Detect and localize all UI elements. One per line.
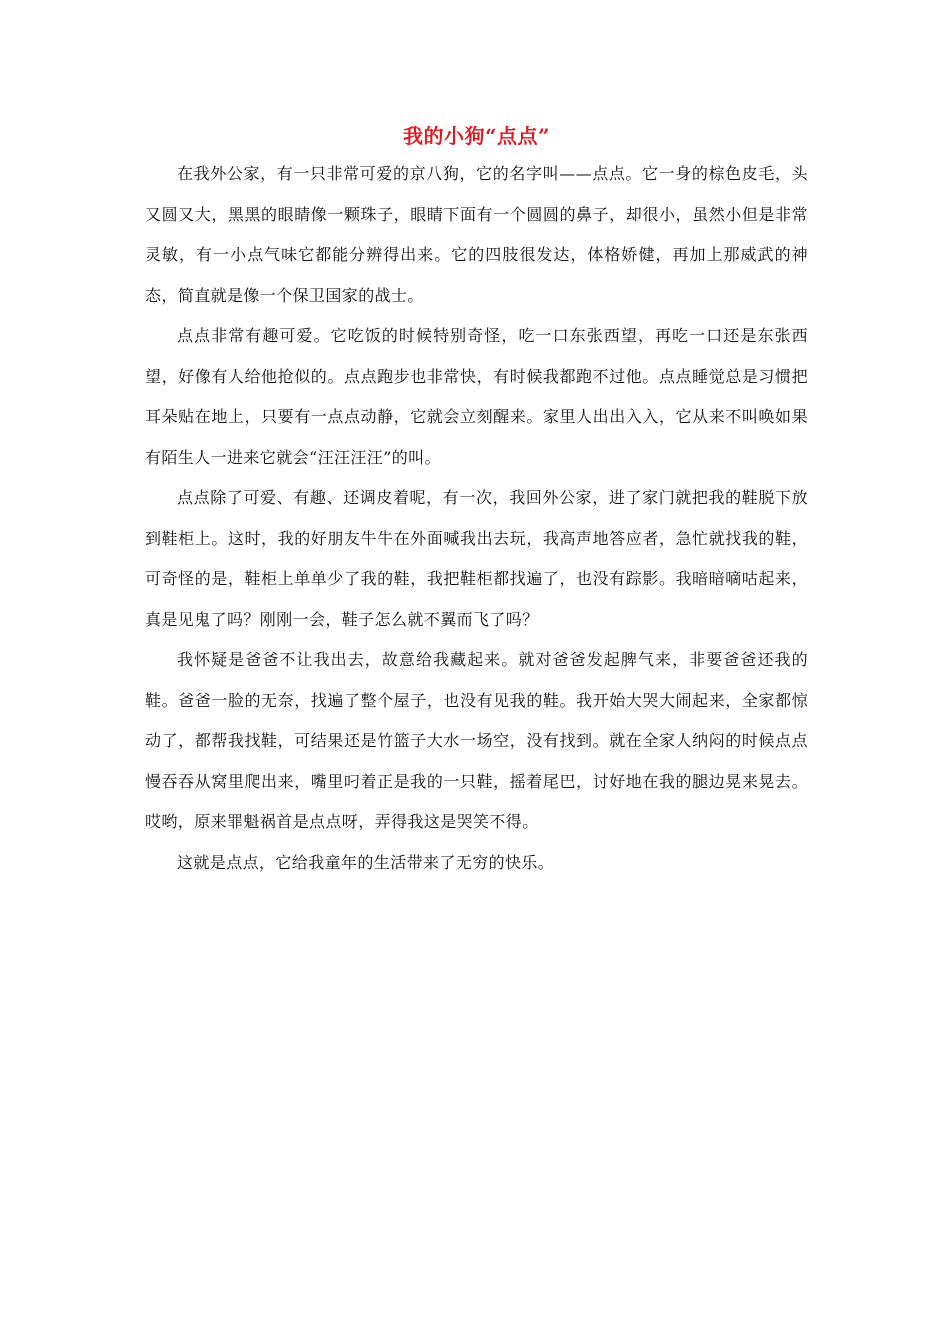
paragraph-4: 我怀疑是爸爸不让我出去，故意给我藏起来。就对爸爸发起脾气来，非要爸爸还我的鞋。爸爸一脸的无奈，找遍了整个屋子，也没有见我的鞋。我开始大哭大闹起来，全家都惊动了，都帮我找鞋，可结果还是竹篮子大水一场空，没有找到。就在全家人纳闷的时候点点慢吞吞从窝里爬出来，嘴里叼着正是我的一只鞋，摇着尾巴，讨好地在我的腿边晃来晃去。哎哟，原来罪魁祸首是点点呀，弄得我这是哭笑不得。: [145, 650, 808, 831]
document-title: 我的小狗“点点”: [402, 124, 550, 148]
document-body: [145, 118, 808, 883]
paragraph-3: 点点除了可爱、有趣、还调皮着呢，有一次，我回外公家，进了家门就把我的鞋脱下放到鞋柜上。这时，我的好朋友牛牛在外面喊我出去玩，我高声地答应者，急忙就找我的鞋，可奇怪的是，鞋柜上单单少了我的鞋，我把鞋柜都找遍了，也没有踪影。我暗暗嘀咕起来，真是见鬼了吗？刚刚一会，鞋子怎么就不翼而飞了吗？: [145, 488, 808, 629]
paragraph-1: 在我外公家，有一只非常可爱的京八狗，它的名字叫——点点。它一身的棕色皮毛，头又圆又大，黑黑的眼睛像一颗珠子，眼睛下面有一个圆圆的鼻子，却很小，虽然小但是非常灵敏，有一小点气味它都能分辨得出来。它的四肢很发达，体格娇健，再加上那威武的神态，简直就是像一个保卫国家的战士。: [145, 164, 808, 305]
paragraph-5: 这就是点点，它给我童年的生活带来了无穷的快乐。: [177, 852, 555, 872]
paragraph-2: 点点非常有趣可爱。它吃饭的时候特别奇怪，吃一口东张西望，再吃一口还是东张西望，好像有人给他抢似的。点点跑步也非常快，有时候我都跑不过他。点点睡觉总是习惯把耳朵贴在地上，只要有一点点动静，它就会立刻醒来。家里人出出入入，它从来不叫唤如果有陌生人一进来它就会“汪汪汪汪”的叫。: [145, 326, 808, 467]
